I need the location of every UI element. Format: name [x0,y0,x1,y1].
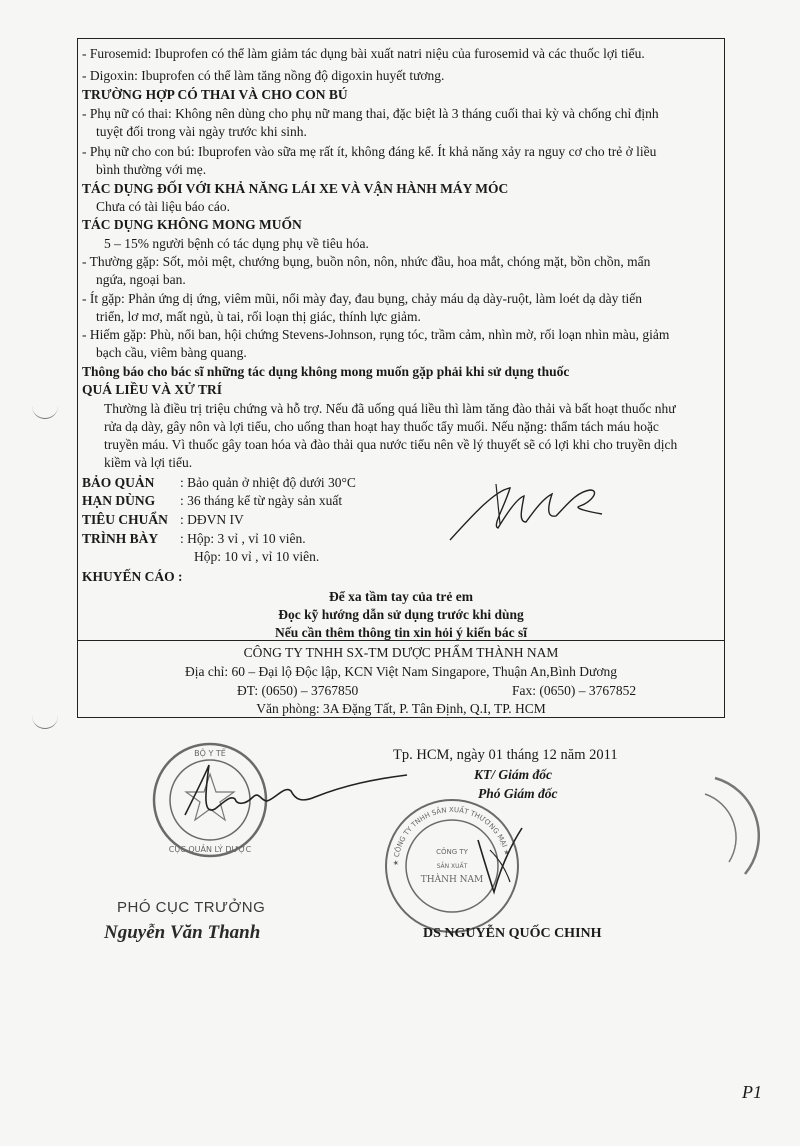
driving-heading: TÁC DỤNG ĐỐI VỚI KHẢ NĂNG LÁI XE VÀ VẬN HÀNH MÁY MÓC [82,181,509,196]
interaction-furosemid: - Furosemid: Ibuprofen có thể làm giảm tác dụng bài xuất natri niệu của furosemid và các thuốc lợi tiểu. [82,46,645,61]
warning-children: Để xa tầm tay của trẻ em [329,589,473,604]
packaging-value: : Hộp: 3 vỉ , vỉ 10 viên. [180,531,306,546]
svg-text:★ CÔNG TY TNHH SẢN XUẤT THƯƠNG: ★ CÔNG TY TNHH SẢN XUẤT THƯƠNG MẠI ★ [391,805,511,867]
overdose-line: Thường là điều trị triệu chứng và hỗ trợ. Nếu đã uống quá liều thì làm tăng đào thải và bất hoạt thuốc như [104,401,676,416]
punch-hole-mark [32,712,58,729]
authority-title: PHÓ CỤC TRƯỞNG [117,899,266,916]
svg-text:CÔNG TY: CÔNG TY [436,848,468,856]
side-effects-line: - Thường gặp: Sốt, mỏi mệt, chướng bụng, buồn nôn, nôn, nhức đầu, hoa mắt, chóng mặt, bồn chồn, mẩn [82,254,651,269]
company-phone: ĐT: (0650) – 3767850 [237,683,359,698]
warning-read-instructions: Đọc kỹ hướng dẫn sử dụng trước khi dùng [278,607,524,622]
divider [77,640,725,641]
pregnancy-heading: TRƯỜNG HỢP CÓ THAI VÀ CHO CON BÚ [82,87,348,102]
packaging-label: TRÌNH BÀY [82,531,159,546]
company-office: Văn phòng: 3A Đặng Tất, P. Tân Định, Q.I, TP. HCM [256,701,546,716]
pregnancy-line: - Phụ nữ cho con bú: Ibuprofen vào sữa mẹ rất ít, không đáng kể. Ít khả năng xảy ra nguy cơ cho trẻ ở liều [82,144,657,159]
side-effects-line: bạch cầu, viêm bàng quang. [96,345,247,360]
side-effects-line: 5 – 15% người bệnh có tác dụng phụ về tiêu hóa. [104,236,369,251]
svg-text:CỤC QUẢN LÝ DƯỢC: CỤC QUẢN LÝ DƯỢC [168,845,252,854]
svg-text:THÀNH NAM: THÀNH NAM [420,875,484,885]
warning-ask-doctor: Nếu cần thêm thông tin xin hỏi ý kiến bác sĩ [274,625,528,640]
packaging-value: Hộp: 10 vỉ , vỉ 10 viên. [194,549,320,564]
storage-value: : Bảo quản ở nhiệt độ dưới 30°C [180,475,356,490]
punch-hole-mark [32,402,58,419]
authority-signature-scribble [175,755,415,835]
svg-text:SẢN XUẤT: SẢN XUẤT [436,863,468,870]
side-effects-line: triển, lơ mơ, mất ngủ, ù tai, rối loạn thị giác, thính lực giảm. [96,309,421,324]
deputy-director: Phó Giám đốc [478,786,558,801]
storage-label: BẢO QUẢN [82,475,155,490]
deputy-signature-scribble [470,820,530,900]
overdose-line: rửa dạ dày, gây nôn và lợi tiểu, cho uống than hoạt hay thuốc tẩy muối. Nếu nặng: thẩm tách máu hoặc [104,419,659,434]
svg-text:BỘ Y TẾ: BỘ Y TẾ [194,749,226,758]
partial-seal-right [705,770,800,880]
standard-label: TIÊU CHUẨN [82,512,168,527]
driving-text: Chưa có tài liệu báo cáo. [96,199,231,214]
overdose-line: kiềm và lợi tiểu. [104,455,193,470]
company-address: Địa chỉ: 60 – Đại lộ Độc lập, KCN Việt Nam Singapore, Thuận An,Bình Dương [185,664,617,679]
pregnancy-line: tuyệt đối trong vài ngày trước khi sinh. [96,124,307,139]
overdose-line: truyền máu. Vì thuốc gây toan hóa và đào thải qua nước tiểu nên về lý thuyết sẽ có lợi khi cho truyền dịch [104,437,678,452]
side-effects-heading: TÁC DỤNG KHÔNG MONG MUỐN [82,217,302,232]
side-effects-line: - Ít gặp: Phản ứng dị ứng, viêm mũi, nổi mày đay, đau bụng, chảy máu dạ dày-ruột, làm loét dạ dày tiến [82,291,643,306]
page-mark: P1 [742,1082,762,1102]
signer-name: DS NGUYỄN QUỐC CHINH [423,926,602,941]
director-signature-scribble [440,478,640,548]
standard-value: : DĐVN IV [180,512,244,527]
expiry-value: : 36 tháng kể từ ngày sản xuất [180,493,343,508]
company-fax: Fax: (0650) – 3767852 [512,683,637,698]
pregnancy-line: bình thường với mẹ. [96,162,207,177]
side-effects-notice: Thông báo cho bác sĩ những tác dụng không mong muốn gặp phải khi sử dụng thuốc [82,364,570,379]
kt-director: KT/ Giám đốc [474,767,552,782]
interaction-digoxin: - Digoxin: Ibuprofen có thể làm tăng nồng độ digoxin huyết tương. [82,68,445,83]
side-effects-line: ngứa, ngoại ban. [96,272,186,287]
authority-name: Nguyễn Văn Thanh [104,922,261,943]
side-effects-line: - Hiếm gặp: Phù, nổi ban, hội chứng Stevens-Johnson, rụng tóc, trầm cảm, nhìn mờ, rối loạn nhìn màu, giảm [82,327,670,342]
place-date: Tp. HCM, ngày 01 tháng 12 năm 2011 [393,747,618,763]
company-name: CÔNG TY TNHH SX-TM DƯỢC PHẨM THÀNH NAM [243,645,559,660]
pregnancy-line: - Phụ nữ có thai: Không nên dùng cho phụ nữ mang thai, đặc biệt là 3 tháng cuối thai kỳ và chống chỉ định [82,106,659,121]
expiry-label: HẠN DÙNG [82,493,156,508]
overdose-heading: QUÁ LIỀU VÀ XỬ TRÍ [82,382,223,397]
warning-label: KHUYẾN CÁO : [82,569,183,584]
